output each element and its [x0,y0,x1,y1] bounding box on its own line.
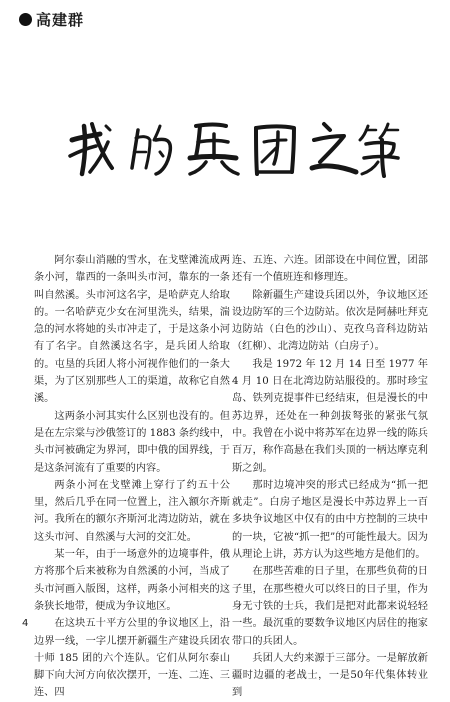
paragraph: 在那些苦难的日子里，在那些负荷的日子里，在那些橙火可以终日的日子里，作为身无寸铁的士兵，我们是把对此都来说轻轻一些。最沉重的要数争议地区内居住的拖家带口的兵团人。 [232,566,428,647]
title-glyph-2 [132,126,170,174]
paragraph: 除新疆生产建设兵团以外，争议地区还设边防军的三个边防站。依次是阿赫吐拜克边防站（白色的沙山）、克孜乌音科边防站（红柳）、北湾边防站（白房子）。 [232,289,428,353]
article-right-column [232,252,428,699]
paragraph: 某一年，由于一场意外的边境事件，俄方将那个后来被称为自然溪的小河，当成了头市河画入版图，这样，两条小河相夹的这条狭长地带，便成为争议地区。 [34,549,230,612]
paragraph: 阿尔泰山消融的雪水，在戈壁滩流成两条小河，靠西的一条叫头市河，靠东的一条叫自然溪。头市河这名字，是哈萨克人给取的。一名哈萨克少女在河里洗头，结果，湍急的河水将她的头市冲走了，于是这条小河有了名字。自然溪这名字，是兵团人给取的。屯垦的兵团人将小河视作他们的一条大渠，为了区别那些人工的渠道，故称它自然溪。 [34,255,230,405]
title-glyph-4 [256,127,294,175]
black-circle-icon [19,13,32,26]
paragraph: 连、五连、六连。团部设在中间位置，团部还有一个值班连和修理连。 [232,255,428,284]
title-glyph-5 [312,124,356,172]
title-glyph-3 [190,125,238,175]
title-glyph-6 [360,124,398,176]
paragraph: 我是 1972 年 12 月 14 日至 1977 年 4 月 10 日在北湾边防站服役的。那时珍宝岛、铁列克提事件已经结束，但是漫长的中苏边界，还处在一种剑拔弩张的紧张气氛中。我曾在小说中将苏军在边界一线的陈兵百万，称作高悬在我们头顶的一柄达摩克利斯之剑。 [232,358,428,474]
paragraph: 那时边境冲突的形式已经成为“抓一把就走”。白房子地区是漫长中苏边界上一百多块争议地区中仅有的由中方控制的三块中的一块，它被“抓一把”的可能性最大。因为从理论上讲，苏方认为这些地方是他们的。 [232,479,428,561]
article-left-column [34,252,230,699]
author-name: 高建群 [36,11,85,29]
author-byline [19,9,84,30]
paragraph: 兵团人大约来源于三部分。一是解放新疆时边疆的老战士，一是50年代集体转业到 [232,652,428,699]
calligraphy-title-svg [0,112,450,188]
paragraph: 在这块五十平方公里的争议地区上，沿边界一线，一字儿摆开新疆生产建设兵团农十师 185 团的六个连队。它们从阿尔泰山脚下向大河方向依次摆开，一连、二连、三连、四 [34,618,230,699]
title-glyph-1 [70,124,112,174]
paragraph: 这两条小河其实什么区别也没有的。但是在左宗棠与沙俄签订的 1883 条约线中，头市河被确定为界河，即中俄的国界线，于是这条河流有了重要的内容。 [34,410,230,474]
paragraph: 两条小河在戈壁滩上穿行了约五十公里，然后几乎在同一位置上，注入额尔齐斯河。我所在的额尔齐斯河北湾边防站，就在这头市河、自然溪与大河的交汇处。 [34,479,230,543]
page-number: 4 [22,618,29,629]
calligraphy-title [0,112,450,188]
